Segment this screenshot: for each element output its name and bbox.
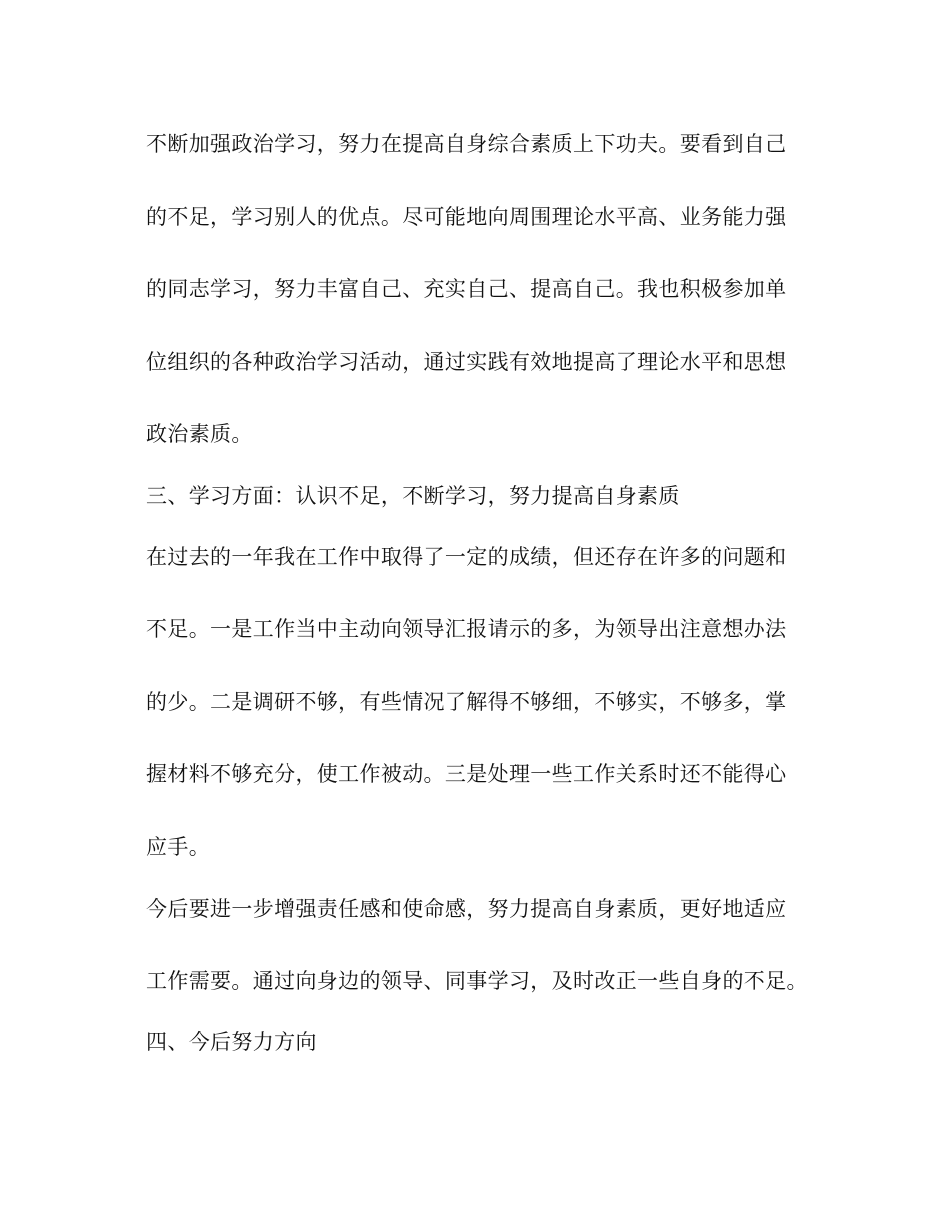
paragraph-line: 的少。二是调研不够，有些情况了解得不够细，不够实，不够多，掌	[146, 690, 787, 714]
paragraph-line: 握材料不够充分，使工作被动。三是处理一些工作关系时还不能得心	[146, 762, 787, 786]
paragraph-line: 应手。	[146, 835, 211, 859]
paragraph-line: 今后要进一步增强责任感和使命感，努力提高自身素质，更好地适应	[146, 897, 787, 921]
paragraph-line: 工作需要。通过向身边的领导、同事学习，及时改正一些自身的不足。	[146, 969, 808, 993]
paragraph-line: 位组织的各种政治学习活动，通过实践有效地提高了理论水平和思想	[146, 350, 787, 374]
section-heading: 三、学习方面：认识不足，不断学习，努力提高自身素质	[146, 484, 680, 508]
paragraph-line: 在过去的一年我在工作中取得了一定的成绩，但还存在许多的问题和	[146, 545, 787, 569]
paragraph-line: 的同志学习，努力丰富自己、充实自己、提高自己。我也积极参加单	[146, 277, 787, 301]
section-heading: 四、今后努力方向	[146, 1030, 317, 1054]
paragraph-line: 政治素质。	[146, 422, 253, 446]
paragraph-line: 的不足，学习别人的优点。尽可能地向周围理论水平高、业务能力强	[146, 205, 787, 229]
paragraph-line: 不断加强政治学习，努力在提高自身综合素质上下功夫。要看到自己	[146, 132, 787, 156]
paragraph-line: 不足。一是工作当中主动向领导汇报请示的多，为领导出注意想办法	[146, 617, 787, 641]
